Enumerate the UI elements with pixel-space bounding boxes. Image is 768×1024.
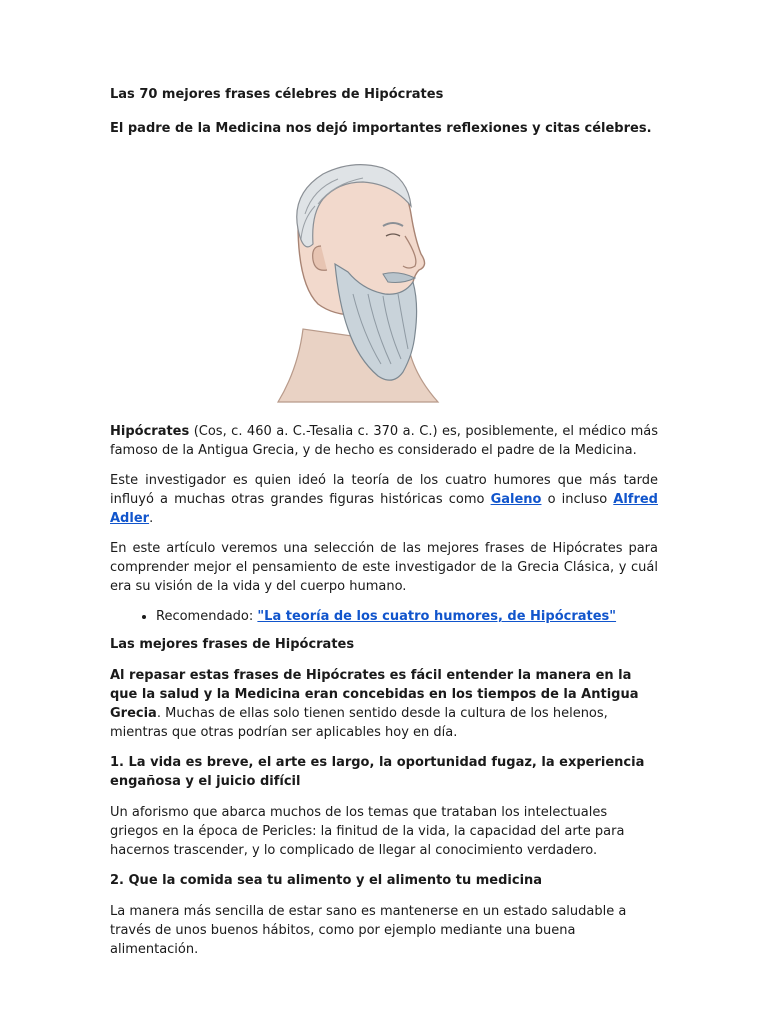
humors-text-middle: o incluso [541, 492, 614, 507]
galeno-link[interactable]: Galeno [490, 492, 542, 507]
page-title: Las 70 mejores frases célebres de Hipócrates [110, 87, 444, 102]
overview-paragraph [110, 666, 658, 742]
alfred-adler-link[interactable]: Alfred Adler [110, 492, 658, 526]
overview-bold: Al repasar estas frases de Hipócrates es fácil entender la manera en la que la salud y la Medicina eran concebidas en los tiempos de la Antigua Grecia [110, 668, 639, 721]
portrait-illustration [243, 154, 473, 404]
recommended-list [110, 607, 658, 626]
humors-paragraph [110, 471, 658, 528]
quote-2-heading: 2. Que la comida sea tu alimento y el alimento tu medicina [110, 873, 543, 888]
quote-1-text: Un aforismo que abarca muchos de los temas que trataban los intelectuales griegos en la época de Pericles: la finitud de la vida, la capacidad del arte para hacernos trascender, y lo complicado de llegar al conocimiento verdadero. [110, 805, 625, 858]
selection-paragraph: En este artículo veremos una selección de las mejores frases de Hipócrates para comprender mejor el pensamiento de este investigador de la Grecia Clásica, y cuál era su visión de la vida y del cuerpo humano. [110, 541, 658, 594]
humors-text-after: . [149, 511, 154, 526]
overview-text: . Muchas de ellas solo tienen sentido desde la cultura de los helenos, mientras que otras podrían ser aplicables hoy en día. [110, 706, 608, 740]
page-subtitle: El padre de la Medicina nos dejó importantes reflexiones y citas célebres. [110, 121, 652, 136]
recommended-item [156, 607, 658, 626]
section-heading: Las mejores frases de Hipócrates [110, 637, 355, 652]
intro-name: Hipócrates [110, 424, 190, 439]
recommended-link[interactable]: "La teoría de los cuatro humores, de Hipócrates" [257, 609, 617, 624]
quote-1-heading: 1. La vida es breve, el arte es largo, la oportunidad fugaz, la experiencia engañosa y el juicio difícil [110, 755, 645, 789]
humors-text-before: Este investigador es quien ideó la teoría de los cuatro humores que más tarde influyó a muchas otras grandes figuras históricas como [110, 473, 658, 507]
hippocrates-portrait [110, 150, 606, 408]
intro-text: (Cos, c. 460 a. C.-Tesalia c. 370 a. C.) es, posiblemente, el médico más famoso de la Antigua Grecia, y de hecho es considerado el padre de la Medicina. [110, 424, 658, 458]
intro-paragraph [110, 422, 658, 460]
recommended-label: Recomendado: [156, 609, 258, 624]
document-page [110, 86, 658, 970]
quote-2-text: La manera más sencilla de estar sano es mantenerse en un estado saludable a través de unos buenos hábitos, como por ejemplo mediante una buena alimentación. [110, 904, 627, 957]
